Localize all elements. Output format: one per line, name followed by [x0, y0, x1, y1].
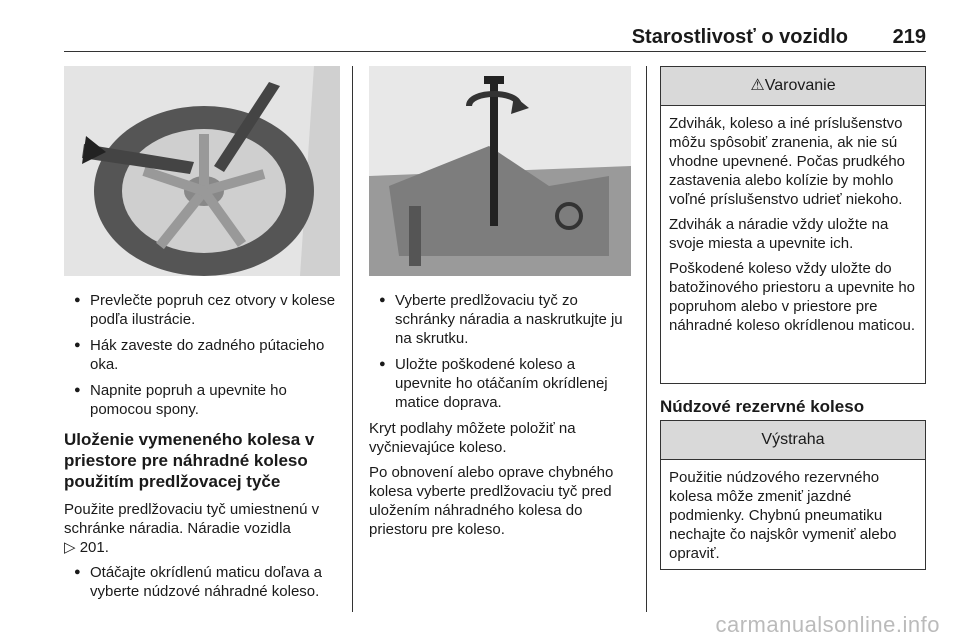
- warning-triangle-icon: ⚠: [750, 77, 765, 94]
- warning-body: [661, 106, 925, 347]
- header-rule: [64, 51, 926, 52]
- column-1: [64, 291, 342, 608]
- list-item: ● Prevlečte popruh cez otvory v kolese podľa ilustrácie.: [64, 291, 342, 329]
- column-divider: [646, 66, 647, 612]
- list-item: ● Otáčajte okrídlenú maticu doľava a vyberte núdzové náhradné koleso.: [64, 563, 342, 601]
- spare-wheel-strap-illustration: [64, 66, 340, 276]
- section-heading: Núdzové rezervné koleso: [660, 397, 865, 416]
- wheel-steps-list: [64, 563, 342, 601]
- paragraph: [64, 500, 342, 557]
- paragraph: Po obnovení alebo oprave chybného kolesa vyberte predlžovaciu tyč pred uložením náhradného kolesa do priestoru pre koleso.: [369, 464, 614, 538]
- page-ref-arrow-icon[interactable]: ▷: [64, 539, 76, 556]
- section-heading: Uloženie vymeneného kolesa v priestore pre náhradné koleso použitím predlžovacej tyče: [64, 430, 315, 491]
- warning-header: [661, 67, 925, 106]
- extension-rod-illustration: [369, 66, 631, 276]
- caution-title: Výstraha: [661, 421, 925, 460]
- page-ref-link[interactable]: 201.: [79, 539, 109, 556]
- column-2: [369, 291, 635, 545]
- list-item: ● Vyberte predlžovaciu tyč zo schránky náradia a naskrutkujte ju na skrutku.: [369, 291, 635, 348]
- column-divider: [352, 66, 353, 612]
- list-item: ● Napnite popruh a upevnite ho pomocou spony.: [64, 381, 342, 419]
- list-item: ● Uložte poškodené koleso a upevnite ho otáčaním okrídlenej matice doprava.: [369, 355, 635, 412]
- warning-box: [660, 66, 926, 384]
- paragraph-text: Použite predlžovaciu tyč umiestnenú v schránke náradia. Náradie vozidla: [64, 501, 320, 537]
- warning-paragraph: Zdvihák, koleso a iné príslušenstvo môžu spôsobiť zranenia, ak nie sú vhodne upevnené. Počas prudkého zastavenia alebo kolízie by mohlo voľné príslušenstvo udrieť niekoho.: [669, 115, 906, 208]
- rod-steps-list: [369, 291, 635, 412]
- page-number: 219: [892, 26, 926, 48]
- page-header: [0, 0, 960, 50]
- strap-steps-list: [64, 291, 342, 419]
- paragraph: Kryt podlahy môžete položiť na vyčnievajúce koleso.: [369, 420, 576, 456]
- list-item: ● Hák zaveste do zadného pútacieho oka.: [64, 336, 342, 374]
- warning-paragraph: Poškodené koleso vždy uložte do batožinového priestoru a upevnite ho popruhom alebo v priestore pre náhradné koleso okrídlenou maticou.: [669, 260, 916, 334]
- chapter-title: Starostlivosť o vozidlo: [631, 26, 848, 48]
- warning-title: Varovanie: [764, 77, 836, 94]
- watermark: carmanualsonline.info: [715, 612, 940, 637]
- caution-box: [660, 420, 926, 570]
- warning-paragraph: Zdvihák a náradie vždy uložte na svoje miesta a upevnite ich.: [669, 216, 889, 252]
- caution-body: Použitie núdzového rezervného kolesa môže zmeniť jazdné podmienky. Chybnú pneumatiku nechajte čo najskôr vymeniť alebo opraviť.: [669, 469, 897, 562]
